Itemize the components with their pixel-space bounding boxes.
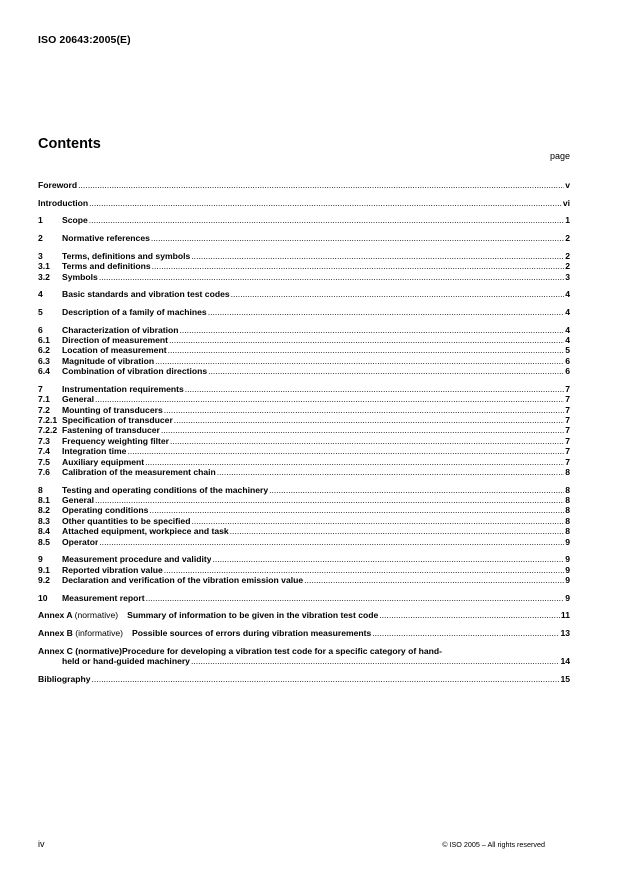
toc-entry[interactable] xyxy=(38,272,570,282)
toc-entry-number: 6 xyxy=(38,324,43,335)
toc-entry-page: 9 xyxy=(565,564,570,575)
toc-entry[interactable] xyxy=(38,425,570,435)
toc-entry-title: Testing and operating conditions of the machinery xyxy=(62,484,269,495)
toc-entry[interactable] xyxy=(38,289,570,299)
toc-leader xyxy=(163,565,564,575)
toc-entry-number: 7.2.1 xyxy=(38,415,58,425)
toc-entry[interactable] xyxy=(38,261,570,271)
toc-entry[interactable] xyxy=(38,335,570,345)
annex-heading xyxy=(38,610,378,620)
toc-group xyxy=(38,628,570,638)
toc-leader xyxy=(268,485,564,495)
toc-leader xyxy=(216,467,564,477)
toc-entry-title: Instrumentation requirements xyxy=(62,383,184,394)
toc-leader xyxy=(168,335,564,345)
toc-entry-title: Description of a family of machines xyxy=(62,306,207,317)
toc-entry[interactable] xyxy=(38,233,570,243)
toc-entry-title: Foreword xyxy=(38,179,78,190)
annex-title: Summary of information to be given in the vibration test code xyxy=(127,610,379,621)
toc-entry-page: 1 xyxy=(565,215,570,226)
toc-leader xyxy=(371,628,559,638)
toc-entry-title: Declaration and verification of the vibration emission value xyxy=(62,575,304,586)
toc-bibliography-entry[interactable] xyxy=(38,674,570,684)
toc-entry[interactable] xyxy=(38,198,570,208)
toc-entry[interactable] xyxy=(38,356,570,366)
page-column-label: page xyxy=(549,151,570,161)
toc-leader xyxy=(190,516,564,526)
toc-entry-number: 3 xyxy=(38,250,43,261)
toc-entry-page: 6 xyxy=(565,366,570,377)
toc-group xyxy=(38,198,570,208)
toc-leader xyxy=(190,656,559,666)
toc-entry[interactable] xyxy=(38,325,570,335)
toc-entry-title: Integration time xyxy=(62,446,127,457)
toc-leader xyxy=(126,446,564,456)
toc-leader xyxy=(160,425,564,435)
toc-entry-page: 11 xyxy=(560,610,570,621)
toc-leader xyxy=(207,307,565,317)
annex-kind: (informative) xyxy=(75,628,124,639)
toc-entry-title: Bibliography xyxy=(38,673,91,684)
toc-entry-page: 7 xyxy=(565,425,570,436)
toc-entry-number: 6.2 xyxy=(38,345,50,356)
toc-entry-number: 6.4 xyxy=(38,366,50,377)
toc-entry-page: 4 xyxy=(565,306,570,317)
toc-group xyxy=(38,674,570,684)
toc-entry-number: 3.1 xyxy=(38,261,50,272)
toc-entry-title: Reported vibration value xyxy=(62,564,163,575)
toc-entry[interactable] xyxy=(38,457,570,467)
toc-leader xyxy=(144,457,564,467)
toc-entry-page: 4 xyxy=(565,324,570,335)
toc-entry-page: 5 xyxy=(565,345,570,356)
toc-entry-page: 9 xyxy=(565,536,570,547)
toc-entry-title: Mounting of transducers xyxy=(62,404,163,415)
toc-entry-number: 2 xyxy=(38,233,43,244)
toc-entry-page: vi xyxy=(562,197,570,208)
toc-annex-entry[interactable] xyxy=(38,646,570,667)
annex-kind: (normative) xyxy=(75,645,123,656)
toc-entry[interactable] xyxy=(38,436,570,446)
toc-entry-page: 8 xyxy=(565,515,570,526)
toc-entry-page: 7 xyxy=(565,435,570,446)
toc-leader xyxy=(190,251,564,261)
toc-entry-page: 7 xyxy=(565,404,570,415)
toc-entry-number: 10 xyxy=(38,592,48,603)
toc-entry[interactable] xyxy=(38,345,570,355)
toc-group xyxy=(38,180,570,190)
toc-entry-number: 8.1 xyxy=(38,495,50,506)
toc-entry-page: 2 xyxy=(565,250,570,261)
toc-annex-entry[interactable] xyxy=(38,610,570,620)
toc-entry-title: Specification of transducer xyxy=(62,415,173,425)
toc-entry-title: Measurement procedure and validity xyxy=(62,554,212,565)
toc-entry[interactable] xyxy=(38,575,570,585)
toc-entry-title: Frequency weighting filter xyxy=(62,435,169,446)
toc-entry-title: Direction of measurement xyxy=(62,334,169,345)
toc-entry[interactable] xyxy=(38,251,570,261)
toc-entry-number: 3.2 xyxy=(38,271,50,282)
annex-first-line xyxy=(38,646,442,656)
toc-entry-title: Characterization of vibration xyxy=(62,324,179,335)
toc-leader xyxy=(94,394,564,404)
footer-page-number: iv xyxy=(38,839,45,849)
toc-entry-number: 7 xyxy=(38,383,43,394)
toc-leader xyxy=(230,289,565,299)
table-of-contents xyxy=(38,180,570,692)
toc-leader xyxy=(303,575,564,585)
toc-entry[interactable] xyxy=(38,554,570,564)
toc-entry-number: 7.4 xyxy=(38,446,50,457)
annex-kind: (normative) xyxy=(74,610,119,621)
toc-group xyxy=(38,325,570,377)
toc-leader xyxy=(94,495,564,505)
document-id: ISO 20643:2005(E) xyxy=(38,34,131,46)
toc-leader xyxy=(211,554,564,564)
toc-group xyxy=(38,251,570,282)
toc-entry[interactable] xyxy=(38,485,570,495)
toc-group xyxy=(38,554,570,585)
footer-copyright: © ISO 2005 – All rights reserved xyxy=(442,840,545,849)
toc-entry-number: 8.2 xyxy=(38,505,50,516)
toc-entry-page: 15 xyxy=(560,673,570,684)
toc-entry[interactable] xyxy=(38,384,570,394)
toc-entry-title: Basic standards and vibration test codes xyxy=(62,289,230,300)
toc-entry-number: 9.2 xyxy=(38,575,50,586)
toc-leader xyxy=(148,505,564,515)
toc-leader xyxy=(150,233,564,243)
toc-entry-page: 9 xyxy=(565,575,570,586)
toc-entry[interactable] xyxy=(38,446,570,456)
toc-leader xyxy=(91,674,560,684)
toc-leader xyxy=(151,261,565,271)
toc-leader xyxy=(229,526,565,536)
toc-entry[interactable] xyxy=(38,537,570,547)
toc-entry[interactable] xyxy=(38,516,570,526)
toc-entry-title: Other quantities to be specified xyxy=(62,515,191,526)
toc-entry[interactable] xyxy=(38,307,570,317)
toc-entry-page: 3 xyxy=(565,271,570,282)
toc-group xyxy=(38,289,570,299)
annex-label: Annex B xyxy=(38,628,73,639)
toc-entry-number: 7.2.2 xyxy=(38,425,58,436)
toc-group xyxy=(38,233,570,243)
toc-entry-number: 6.3 xyxy=(38,355,50,366)
annex-label: Annex C xyxy=(38,645,73,656)
toc-entry-page: 9 xyxy=(565,592,570,603)
toc-entry-title: Operator xyxy=(62,536,99,547)
toc-leader xyxy=(184,384,564,394)
toc-entry[interactable] xyxy=(38,505,570,515)
contents-title: Contents xyxy=(38,136,101,152)
toc-entry-page: 8 xyxy=(565,484,570,495)
toc-entry-title: Location of measurement xyxy=(62,345,167,356)
toc-entry[interactable] xyxy=(38,394,570,404)
toc-entry-title: Magnitude of vibration xyxy=(62,355,155,366)
toc-entry-title: Normative references xyxy=(62,233,150,244)
toc-entry-title: Scope xyxy=(62,215,88,226)
toc-entry[interactable] xyxy=(38,405,570,415)
toc-entry-page: 2 xyxy=(565,261,570,272)
toc-entry-number: 8.5 xyxy=(38,536,50,547)
toc-group xyxy=(38,646,570,667)
toc-leader xyxy=(154,356,564,366)
toc-entry[interactable] xyxy=(38,593,570,603)
toc-entry[interactable] xyxy=(38,495,570,505)
toc-leader xyxy=(88,198,562,208)
toc-entry-page: 8 xyxy=(565,526,570,537)
toc-annex-entry[interactable] xyxy=(38,628,570,638)
toc-entry[interactable] xyxy=(38,565,570,575)
toc-entry-page: 8 xyxy=(565,505,570,516)
toc-entry[interactable] xyxy=(38,415,570,425)
toc-leader xyxy=(169,436,564,446)
toc-leader xyxy=(378,610,560,620)
toc-entry-number: 7.3 xyxy=(38,435,50,446)
toc-entry[interactable] xyxy=(38,467,570,477)
toc-entry-page: 9 xyxy=(565,554,570,565)
toc-entry-number: 1 xyxy=(38,215,43,226)
toc-entry-page: 6 xyxy=(565,355,570,366)
toc-entry-page: 13 xyxy=(560,628,570,639)
toc-group xyxy=(38,307,570,317)
toc-group xyxy=(38,215,570,225)
toc-entry-title: Combination of vibration directions xyxy=(62,366,208,377)
toc-leader xyxy=(207,366,564,376)
toc-group xyxy=(38,593,570,603)
annex-second-line xyxy=(38,656,570,666)
toc-entry-page: 8 xyxy=(565,495,570,506)
toc-entry-number: 8 xyxy=(38,484,43,495)
toc-entry-number: 5 xyxy=(38,306,43,317)
annex-label: Annex A xyxy=(38,610,73,621)
toc-entry-number: 9 xyxy=(38,554,43,565)
toc-entry-page: 4 xyxy=(565,289,570,300)
toc-entry-title: Calibration of the measurement chain xyxy=(62,466,216,477)
toc-entry-number: 7.1 xyxy=(38,394,50,405)
toc-entry-title: Fastening of transducer xyxy=(62,425,160,436)
toc-entry-page: 14 xyxy=(560,656,570,667)
toc-leader xyxy=(98,272,564,282)
toc-entry-number: 7.6 xyxy=(38,466,50,477)
toc-group xyxy=(38,384,570,478)
toc-entry-page: 7 xyxy=(565,415,570,425)
toc-entry-page: 2 xyxy=(565,233,570,244)
annex-title: Possible sources of errors during vibration measurements xyxy=(132,628,372,639)
toc-entry-page: 8 xyxy=(565,466,570,477)
toc-leader xyxy=(179,325,565,335)
annex-title-continued: held or hand-guided machinery xyxy=(62,656,190,667)
toc-entry-title: Terms, definitions and symbols xyxy=(62,250,191,261)
annex-title: Procedure for developing a vibration test code for a specific category of hand- xyxy=(122,645,442,656)
toc-leader xyxy=(163,405,564,415)
toc-entry-title: Auxiliary equipment xyxy=(62,456,145,467)
toc-entry-number: 9.1 xyxy=(38,564,50,575)
toc-leader xyxy=(173,415,564,425)
toc-entry-title: General xyxy=(62,394,95,405)
toc-leader xyxy=(145,593,565,603)
toc-entry-page: 7 xyxy=(565,383,570,394)
toc-entry-title: Measurement report xyxy=(62,592,145,603)
spacer xyxy=(38,656,62,666)
toc-entry-page: 7 xyxy=(565,456,570,467)
toc-group xyxy=(38,485,570,547)
toc-entry-number: 8.3 xyxy=(38,515,50,526)
toc-leader xyxy=(77,180,564,190)
toc-entry-title: Symbols xyxy=(62,271,98,282)
toc-entry-page: v xyxy=(565,179,570,190)
toc-entry-number: 6.1 xyxy=(38,334,50,345)
toc-entry-title: General xyxy=(62,495,95,506)
toc-entry-title: Attached equipment, workpiece and task xyxy=(62,526,229,537)
toc-entry-page: 7 xyxy=(565,446,570,457)
toc-entry-page: 4 xyxy=(565,334,570,345)
toc-entry-title: Introduction xyxy=(38,197,89,208)
toc-entry[interactable] xyxy=(38,526,570,536)
toc-entry[interactable] xyxy=(38,180,570,190)
toc-entry[interactable] xyxy=(38,366,570,376)
toc-leader xyxy=(88,215,564,225)
annex-heading xyxy=(38,628,371,638)
toc-entry-number: 7.5 xyxy=(38,456,50,467)
toc-group xyxy=(38,610,570,620)
toc-entry-number: 7.2 xyxy=(38,404,50,415)
toc-entry[interactable] xyxy=(38,215,570,225)
toc-leader xyxy=(167,345,565,355)
toc-entry-title: Terms and definitions xyxy=(62,261,151,272)
toc-entry-number: 4 xyxy=(38,289,43,300)
toc-entry-title: Operating conditions xyxy=(62,505,149,516)
toc-entry-page: 7 xyxy=(565,394,570,405)
toc-leader xyxy=(98,537,564,547)
toc-entry-number: 8.4 xyxy=(38,526,50,537)
